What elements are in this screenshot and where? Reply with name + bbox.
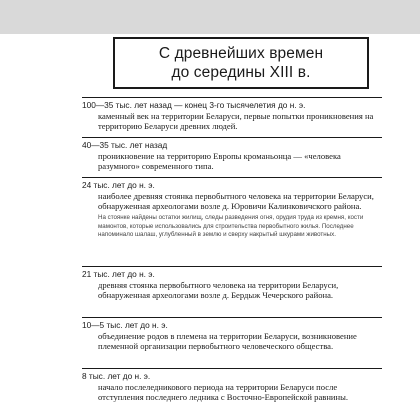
entry-date: 10—5 тыс. лет до н. э. [82, 320, 168, 330]
chapter-title-line-1: С древнейших времен [158, 45, 324, 62]
entry-date: 8 тыс. лет до н. э. [82, 371, 151, 381]
timeline-entry [82, 177, 382, 263]
timeline-entry [82, 317, 382, 365]
timeline-entry [82, 266, 382, 314]
entry-date: 100—35 тыс. лет назад — конец 3-го тысячелетия до н. э. [82, 100, 306, 110]
entry-date: 40—35 тыс. лет назад [82, 140, 168, 150]
timeline [82, 97, 382, 413]
chapter-title-box [113, 37, 369, 89]
entry-note: На стоянке найдены остатки жилищ, следы разведения огня, орудия труда из кремня, кости мамонтов, которые использовались для строительства первобытного жилья. Последнее напоминало шалаш, углубленный в землю и сверху накрытый шкурами животных. [98, 214, 364, 238]
timeline-entry [82, 137, 382, 174]
timeline-entry [82, 368, 382, 413]
entry-text: объединение родов в племена на территории Беларуси, возникновение племенной организации первобытного человеческого общества. [98, 331, 357, 352]
chapter-title-line-2: до середины XIII в. [171, 64, 311, 81]
timeline-entry [82, 97, 382, 134]
entry-text: наиболее древняя стоянка первобытного человека на территории Беларуси, обнаруженная археологами возле д. Юровичи Калинковичского района. [98, 191, 374, 212]
entry-date: 24 тыс. лет до н. э. [82, 180, 155, 190]
entry-text: начало послеледникового периода на территории Беларуси после отступления последнего ледника с Восточно-Европейской равнины. [98, 382, 349, 403]
top-gray-band [0, 0, 420, 34]
entry-text: проникновение на территорию Европы кроманьонца — «человека разумного» современного типа. [98, 151, 341, 172]
entry-date: 21 тыс. лет до н. э. [82, 269, 155, 279]
entry-text: древняя стоянка первобытного человека на территории Беларуси, обнаруженная археологами возле д. Бердыж Чечерского района. [98, 280, 339, 301]
entry-text: каменный век на территории Беларуси, первые попытки проникновения на территорию Беларуси древних людей. [98, 111, 374, 132]
